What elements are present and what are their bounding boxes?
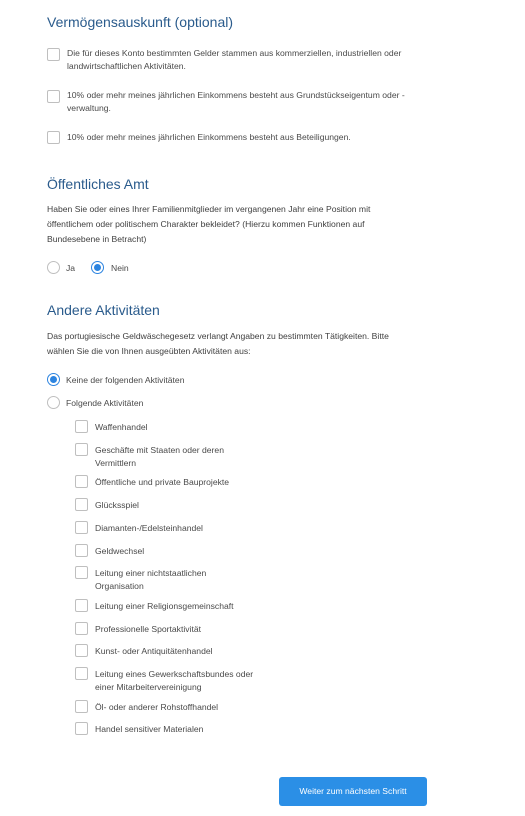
public-office-radio-no-label: Nein xyxy=(111,263,129,273)
activity-checkbox-religion[interactable] xyxy=(75,599,88,612)
activity-label: Professionelle Sportaktivität xyxy=(95,624,202,634)
activity-label: Handel sensitiver Materialen xyxy=(95,724,204,734)
public-office-section-title: Öffentliches Amt xyxy=(47,176,149,192)
activity-label: Leitung eines Gewerkschaftsbundes oder einer Mitarbeitervereinigung xyxy=(95,669,254,692)
activities-description: Das portugiesische Geldwäschegesetz verlangt Angaben zu bestimmten Tätigkeiten. Bitte wählen Sie die von Ihnen ausgeübten Aktivitäten aus: xyxy=(47,331,389,356)
activity-label: Geschäfte mit Staaten oder deren Vermittlern xyxy=(95,445,224,468)
wealth-section-title: Vermögensauskunft (optional) xyxy=(47,14,233,30)
activity-checkbox-ngo[interactable] xyxy=(75,566,88,579)
activity-checkbox-arms-trade[interactable] xyxy=(75,420,88,433)
activity-checkbox-art[interactable] xyxy=(75,644,88,657)
activity-label: Diamanten-/Edelsteinhandel xyxy=(95,523,203,533)
activity-checkbox-state-business[interactable] xyxy=(75,443,88,456)
public-office-radio-yes[interactable] xyxy=(47,261,60,274)
activities-radio-none[interactable] xyxy=(47,373,60,386)
activity-checkbox-oil[interactable] xyxy=(75,700,88,713)
activity-checkbox-construction[interactable] xyxy=(75,475,88,488)
activities-radio-following[interactable] xyxy=(47,396,60,409)
activity-label: Glücksspiel xyxy=(95,500,139,510)
wealth-checkbox-commercial[interactable] xyxy=(47,48,60,61)
activity-label: Öffentliche und private Bauprojekte xyxy=(95,477,230,487)
public-office-question: Haben Sie oder eines Ihrer Familienmitglieder im vergangenen Jahr eine Position mit öffentlichem oder politischem Charakter bekleidet? (Hierzu kommen Funktionen auf Bundesebene in Betracht) xyxy=(47,204,371,244)
activity-label: Leitung einer Religionsgemeinschaft xyxy=(95,601,234,611)
wealth-checkbox-investments-label: 10% oder mehr meines jährlichen Einkommens besteht aus Beteiligungen. xyxy=(67,132,351,142)
wealth-checkbox-investments[interactable] xyxy=(47,131,60,144)
activity-checkbox-sports[interactable] xyxy=(75,622,88,635)
activity-checkbox-gambling[interactable] xyxy=(75,498,88,511)
activities-radio-following-label: Folgende Aktivitäten xyxy=(66,398,144,408)
activity-label: Kunst- oder Antiquitätenhandel xyxy=(95,646,213,656)
activity-label: Waffenhandel xyxy=(95,422,148,432)
activity-label: Geldwechsel xyxy=(95,546,145,556)
wealth-checkbox-commercial-label: Die für dieses Konto bestimmten Gelder stammen aus kommerziellen, industriellen oder landwirtschaftlichen Aktivitäten. xyxy=(67,48,402,71)
wealth-checkbox-real-estate[interactable] xyxy=(47,90,60,103)
activity-checkbox-currency-exchange[interactable] xyxy=(75,544,88,557)
activities-radio-none-label: Keine der folgenden Aktivitäten xyxy=(66,375,185,385)
next-step-button[interactable]: Weiter zum nächsten Schritt xyxy=(279,777,427,806)
public-office-radio-yes-label: Ja xyxy=(66,263,76,273)
wealth-checkbox-real-estate-label: 10% oder mehr meines jährlichen Einkommens besteht aus Grundstückseigentum oder -verwaltung. xyxy=(67,90,405,113)
activity-checkbox-union[interactable] xyxy=(75,667,88,680)
activity-label: Öl- oder anderer Rohstoffhandel xyxy=(95,702,219,712)
public-office-radio-no[interactable] xyxy=(91,261,104,274)
activity-checkbox-diamonds[interactable] xyxy=(75,521,88,534)
activities-section-title: Andere Aktivitäten xyxy=(47,302,160,318)
activity-checkbox-sensitive-materials[interactable] xyxy=(75,722,88,735)
activity-label: Leitung einer nichtstaatlichen Organisation xyxy=(95,568,207,591)
